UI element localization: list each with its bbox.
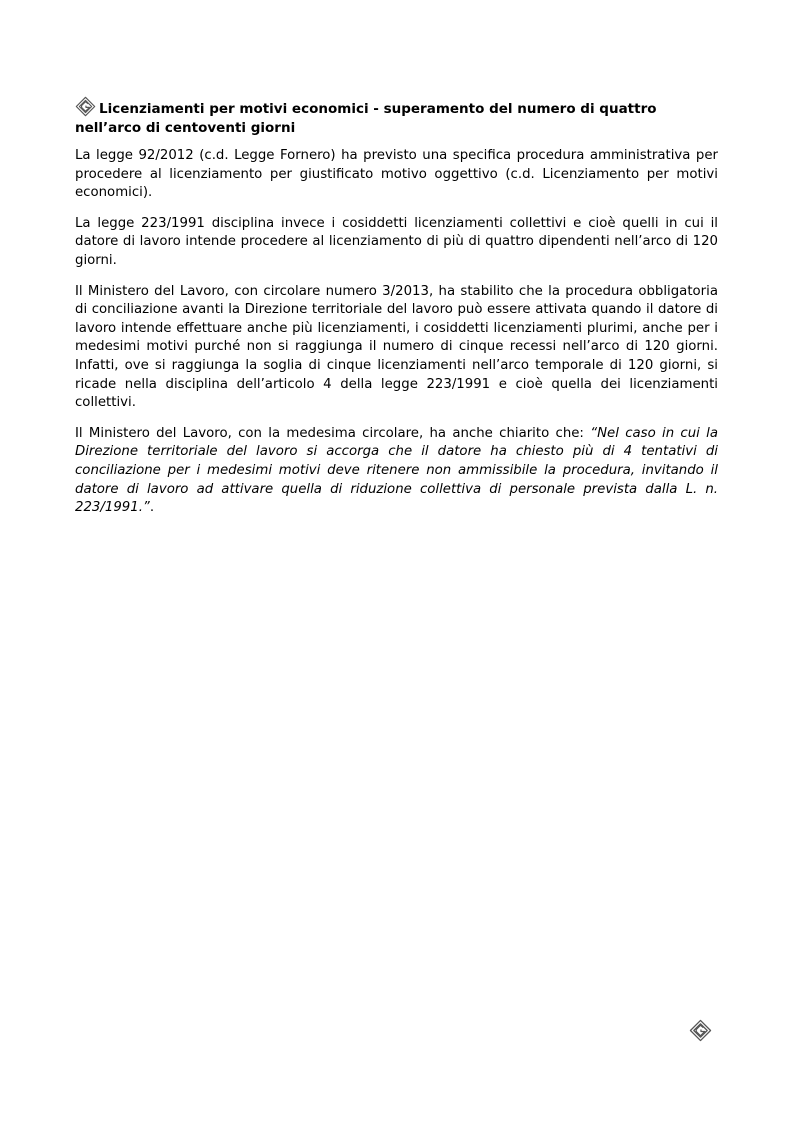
paragraph-4-intro: Il Ministero del Lavoro, con la medesima circolare, ha anche chiarito che: [75, 425, 591, 441]
paragraph-4-end: . [149, 500, 155, 516]
document-title [75, 96, 718, 138]
document-title-text: Licenziamenti per motivi economici - superamento del numero di quattro nell’arco di centoventi giorni [75, 101, 657, 136]
paragraph-2: La legge 223/1991 disciplina invece i cosiddetti licenziamenti collettivi e cioè quelli in cui il datore di lavoro intende procedere al licenziamento di più di quattro dipendenti nell’arco di 120 giorni. [75, 215, 718, 268]
circular-quote: “Nel caso in cui la Direzione territoriale del lavoro si accorga che il datore ha chiesto più di 4 tentativi di conciliazione per i medesimi motivi deve ritenere non ammissibile la procedura, invitando il datore di lavoro ad attivare quella di riduzione collettiva di personale prevista dalla L. n. 223/1991.” [75, 425, 718, 516]
paragraph-4 [75, 425, 718, 518]
paragraph-3: Il Ministero del Lavoro, con circolare numero 3/2013, ha stabilito che la procedura obbligatoria di conciliazione avanti la Direzione territoriale del lavoro può essere attivata quando il datore di lavoro intende effettuare anche più licenziamenti, i cosiddetti licenziamenti plurimi, anche per i medesimi motivi purché non si raggiunga il numero di cinque recessi nell’arco di 120 giorni. Infatti, ove si raggiunga la soglia di cinque licenziamenti nell’arco temporale di 120 giorni, si ricade nella disciplina dell’articolo 4 della legge 223/1991 e cioè quella dei licenziamenti collettivi. [75, 283, 718, 411]
document-page [75, 96, 718, 530]
footer-diamond-logo-icon [689, 1019, 712, 1042]
paragraph-1: La legge 92/2012 (c.d. Legge Fornero) ha previsto una specifica procedura amministrativa per procedere al licenziamento per giustificato motivo oggettivo (c.d. Licenziamento per motivi economici). [75, 148, 718, 201]
diamond-logo-icon [75, 96, 96, 117]
